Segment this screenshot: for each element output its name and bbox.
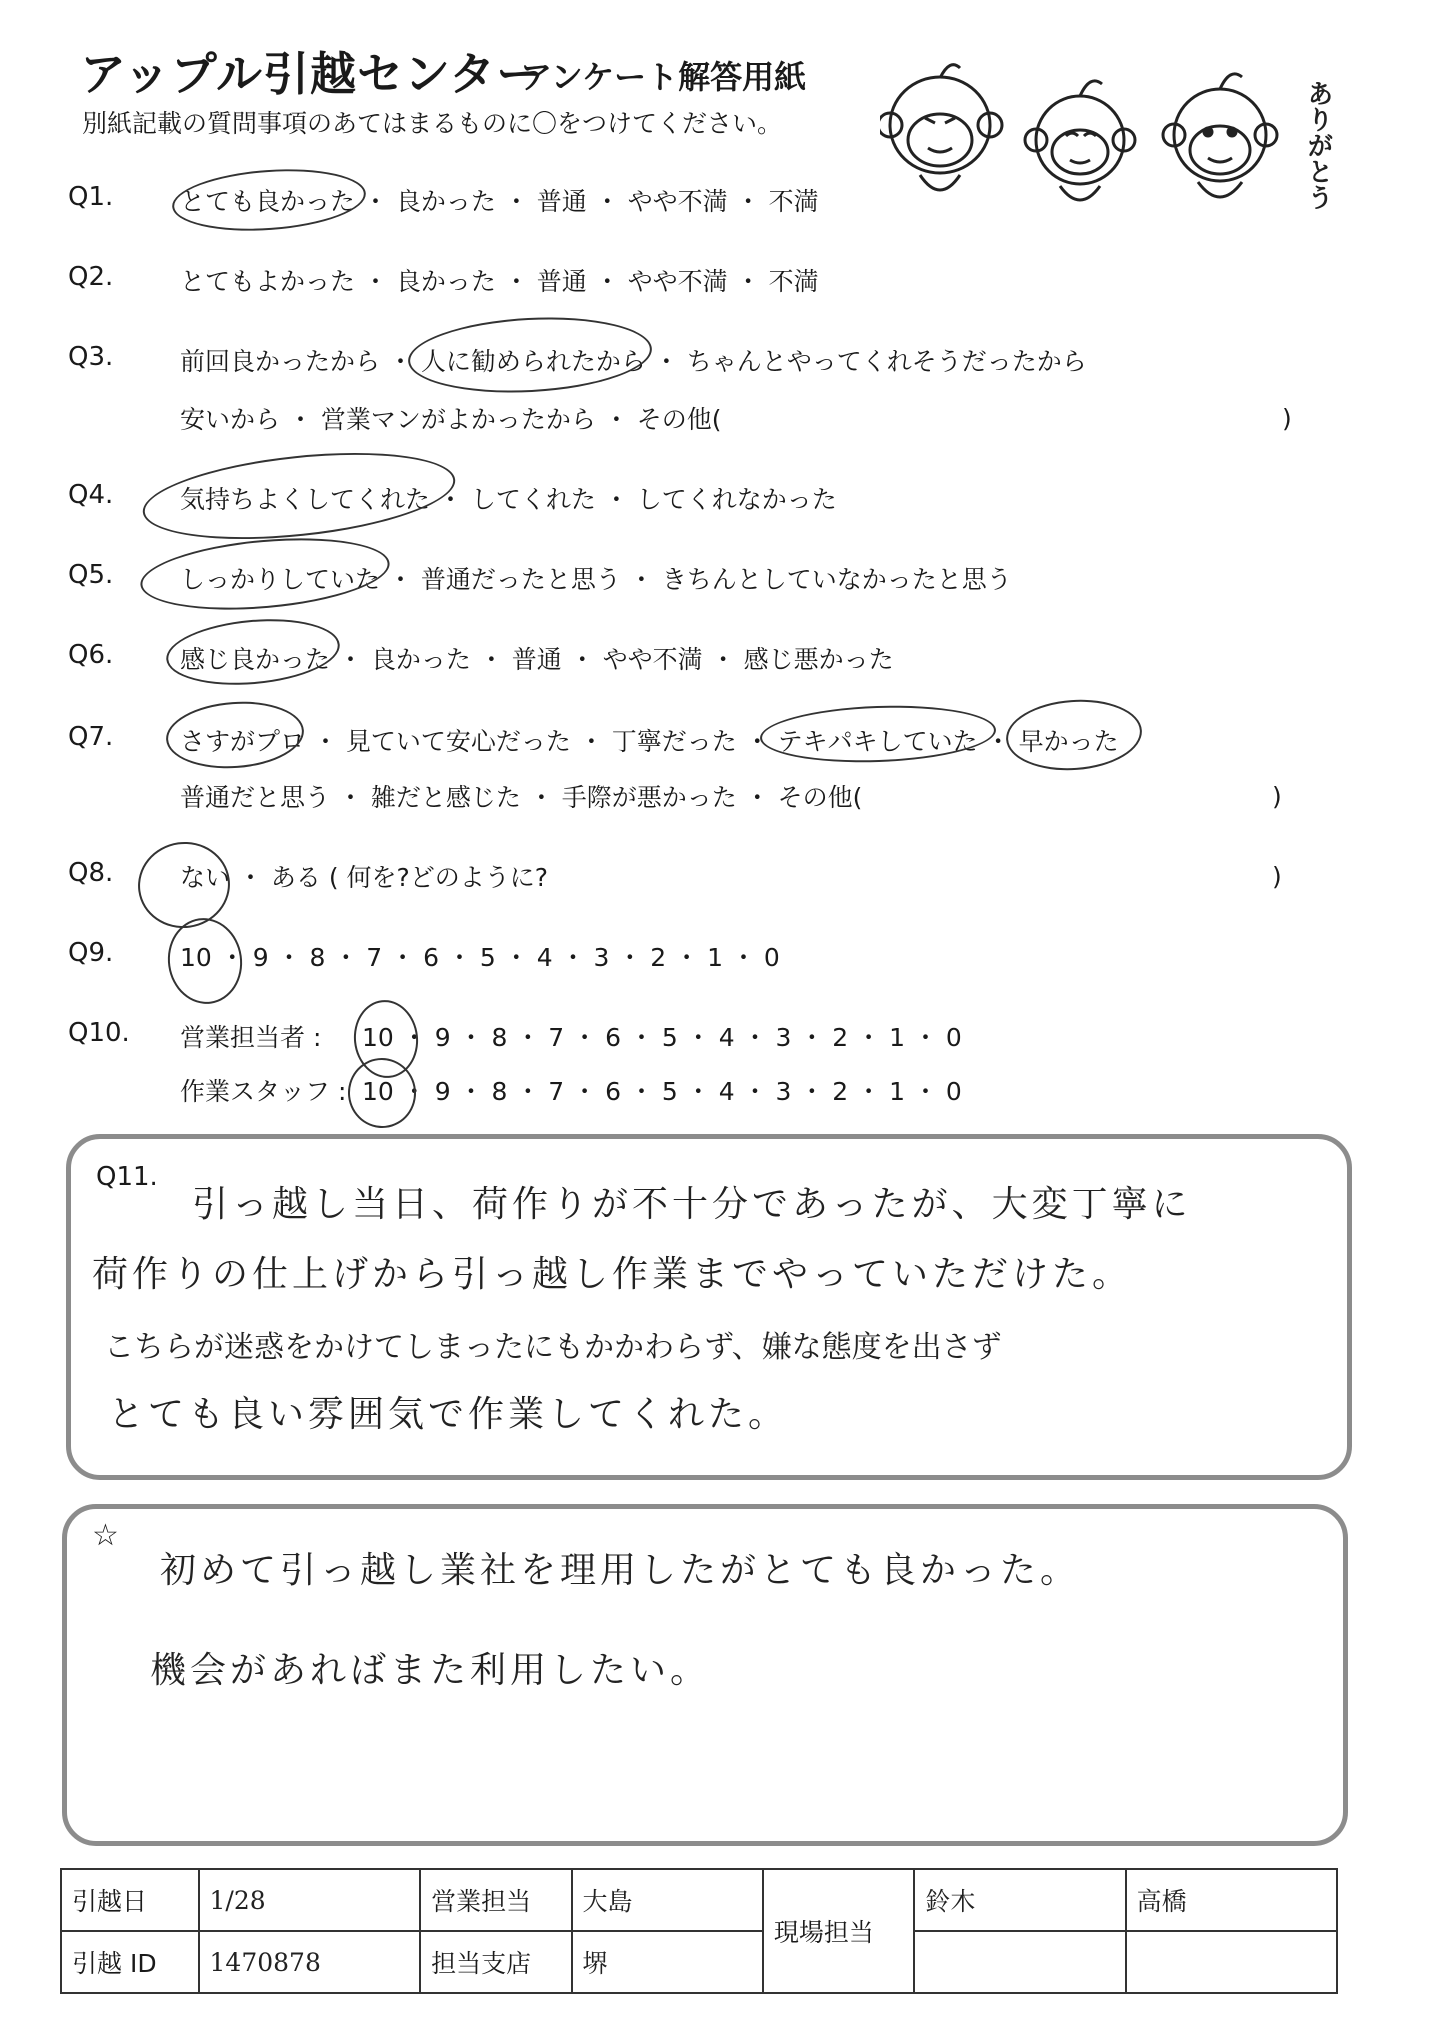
q7-selection-circle-1 [164,697,306,772]
q11-line-3: こちらが迷惑をかけてしまったにもかかわらず、嫌な態度を出さず [104,1330,1002,1365]
q10-label: Q10. [68,1018,130,1048]
form-title: アップル引越センター [80,47,544,101]
q11-label: Q11. [96,1162,158,1192]
q3-label: Q3. [68,342,114,372]
q7-selection-circle-3 [1004,695,1145,774]
q11-line-4: とても良い雰囲気で作業してくれた。 [108,1394,789,1435]
move-date-label: 引越日 [61,1869,199,1931]
q6-options[interactable]: 感じ良かった ・ 良かった ・ 普通 ・ やや不満 ・ 感じ悪かった [180,645,894,674]
free-comment-line-2: 機会があればまた利用したい。 [150,1650,711,1691]
q11-line-2: 荷作りの仕上げから引っ越し作業までやっていただけた。 [92,1254,1133,1295]
q7-close-paren: ) [1272,782,1282,811]
q5-selection-circle [138,529,393,619]
q2-label: Q2. [68,262,114,292]
site-staff-value-2: 高橋 [1126,1869,1337,1931]
q1-selection-circle [170,163,368,236]
q2-options[interactable]: とてもよかった ・ 良かった ・ 普通 ・ やや不満 ・ 不満 [180,267,819,296]
q10-sales-options[interactable]: 10 ・ 9 ・ 8 ・ 7 ・ 6 ・ 5 ・ 4 ・ 3 ・ 2 ・ 1 ・ 0 [362,1023,962,1052]
site-staff-value-1: 鈴木 [914,1869,1125,1931]
q10-staff-options[interactable]: 10 ・ 9 ・ 8 ・ 7 ・ 6 ・ 5 ・ 4 ・ 3 ・ 2 ・ 1 ・ 0 [362,1077,962,1106]
form-subtitle: アンケート解答用紙 [520,58,807,96]
star-icon: ☆ [92,1518,119,1553]
site-staff-label: 現場担当 [763,1869,914,1993]
q8-selection-circle [132,836,235,934]
sales-rep-label: 営業担当 [420,1869,571,1931]
form-instruction: 別紙記載の質問事項のあてはまるものに〇をつけてください。 [82,109,783,138]
q9-label: Q9. [68,938,114,968]
move-date-value: 1/28 [199,1869,421,1931]
q7-label: Q7. [68,722,114,752]
q9-options[interactable]: 10 ・ 9 ・ 8 ・ 7 ・ 6 ・ 5 ・ 4 ・ 3 ・ 2 ・ 1 ・ 0 [180,943,780,972]
q11-line-1: 引っ越し当日、荷作りが不十分であったが、大変丁寧に [192,1184,1192,1225]
branch-label: 担当支店 [420,1931,571,1993]
q7-options-line2[interactable]: 普通だと思う ・ 雑だと感じた ・ 手際が悪かった ・ その他( [180,783,863,812]
q10-sales-label: 営業担当者 : [180,1023,322,1052]
q1-label: Q1. [68,182,114,212]
move-info-table [60,1868,1338,1994]
move-id-value: 1470878 [199,1931,421,1993]
q6-label: Q6. [68,640,114,670]
monkey-mascot-icon [880,40,1350,220]
site-staff-empty-1 [914,1931,1125,1993]
q3-options-line2[interactable]: 安いから ・ 営業マンがよかったから ・ その他( [180,405,722,434]
site-staff-empty-2 [1126,1931,1337,1993]
q3-selection-circle [406,312,654,399]
branch-value: 堺 [572,1931,763,1993]
q4-label: Q4. [68,480,114,510]
q4-selection-circle [139,440,460,552]
q8-close-paren: ) [1272,862,1282,891]
q8-label: Q8. [68,858,114,888]
q3-options-line1[interactable]: 前回良かったから ・ 人に勧められたから ・ ちゃんとやってくれそうだったから [180,347,1087,376]
q1-options[interactable]: とても良かった ・ 良かった ・ 普通 ・ やや不満 ・ 不満 [180,187,819,216]
q7-options-line1[interactable]: さすがプロ ・ 見ていて安心だった ・ 丁寧だった ・ テキパキしていた ・ 早かった [180,727,1119,756]
q4-options[interactable]: 気持ちよくしてくれた ・ してくれた ・ してくれなかった [180,485,837,514]
q8-options[interactable]: ない ・ ある ( 何を?どのように? [180,863,549,892]
sales-rep-value: 大島 [572,1869,763,1931]
mascot-text: ありがとう [1303,80,1333,210]
q10-staff-label: 作業スタッフ : [180,1077,347,1106]
q3-close-paren: ) [1282,404,1292,433]
q6-selection-circle [164,613,343,692]
free-comment-line-1: 初めて引っ越し業社を理用したがとても良かった。 [160,1550,1081,1591]
move-id-label: 引越 ID [61,1931,199,1993]
q5-options[interactable]: しっかりしていた ・ 普通だったと思う ・ きちんとしていなかったと思う [180,565,1012,594]
q5-label: Q5. [68,560,114,590]
